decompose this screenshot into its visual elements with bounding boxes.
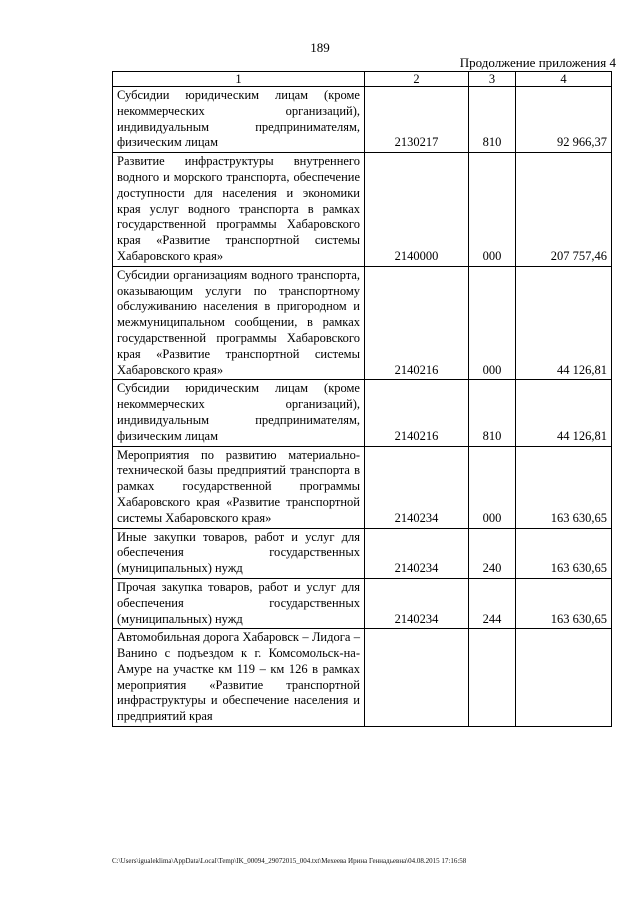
appendix-title: Продолжение приложения 4: [459, 55, 616, 70]
row-code: 2130217: [365, 87, 469, 153]
footer-file-path: C:\Users\igualeklima\AppData\Local\Temp\IK_00094_29072015_004.txt\Мехеева Ирина Геннадьевна\04.08.2015 17:16:58: [112, 857, 467, 865]
row-kind: [469, 629, 516, 727]
table-row: [113, 578, 612, 628]
row-kind: 240: [469, 528, 516, 578]
table-row: [113, 446, 612, 528]
row-kind: 810: [469, 380, 516, 446]
page-number: 189: [310, 40, 330, 55]
row-kind: 000: [469, 446, 516, 528]
row-code: 2140216: [365, 266, 469, 380]
row-name: Автомобильная дорога Хабаровск – Лидога – Ванино с подъездом к г. Комсомольск-на-Амуре на участке км 119 – км 126 в рамках мероприятия «Развитие транспортной инфраструктуры и обеспечение населения и предприятий края: [113, 629, 365, 727]
header-cell-kind: 3: [469, 72, 516, 87]
row-kind: 000: [469, 266, 516, 380]
row-sum: 92 966,37: [516, 87, 612, 153]
row-sum: 163 630,65: [516, 578, 612, 628]
row-sum: 207 757,46: [516, 153, 612, 267]
header-cell-name: 1: [113, 72, 365, 87]
row-sum: [516, 629, 612, 727]
row-sum: 44 126,81: [516, 266, 612, 380]
header-cell-sum: 4: [516, 72, 612, 87]
row-sum: 163 630,65: [516, 446, 612, 528]
row-name: Прочая закупка товаров, работ и услуг для обеспечения государственных (муниципальных) нужд: [113, 578, 365, 628]
row-name: Субсидии организациям водного транспорта, оказывающим услуги по транспортному обслуживанию населения в пригородном и межмуниципальном сообщении, в рамках государственной программы Хабаровского края «Развитие транспортной системы Хабаровского края»: [113, 266, 365, 380]
row-code: 2140234: [365, 446, 469, 528]
row-sum: 163 630,65: [516, 528, 612, 578]
row-code: 2140234: [365, 528, 469, 578]
row-code: 2140234: [365, 578, 469, 628]
table-row: [113, 629, 612, 727]
row-code: [365, 629, 469, 727]
table-header-row: [113, 72, 612, 87]
table-row: [113, 153, 612, 267]
row-code: 2140216: [365, 380, 469, 446]
row-name: Субсидии юридическим лицам (кроме некоммерческих организаций), индивидуальным предпринимателям, физическим лицам: [113, 380, 365, 446]
table-row: [113, 87, 612, 153]
row-name: Иные закупки товаров, работ и услуг для обеспечения государственных (муниципальных) нужд: [113, 528, 365, 578]
row-kind: 244: [469, 578, 516, 628]
row-code: 2140000: [365, 153, 469, 267]
header-cell-code: 2: [365, 72, 469, 87]
row-kind: 000: [469, 153, 516, 267]
table-row: [113, 380, 612, 446]
table-row: [113, 528, 612, 578]
row-name: Субсидии юридическим лицам (кроме некоммерческих организаций), индивидуальным предпринимателям, физическим лицам: [113, 87, 365, 153]
row-kind: 810: [469, 87, 516, 153]
table-row: [113, 266, 612, 380]
row-name: Развитие инфраструктуры внутреннего водного и морского транспорта, обеспечение доступности для населения и экономики края услуг водного транспорта в рамках государственной программы Хабаровского края «Развитие транспортной системы Хабаровского края»: [113, 153, 365, 267]
row-sum: 44 126,81: [516, 380, 612, 446]
row-name: Мероприятия по развитию материально-технической базы предприятий транспорта в рамках государственной программы Хабаровского края «Развитие транспортной системы Хабаровского края»: [113, 446, 365, 528]
budget-table: [112, 71, 612, 727]
